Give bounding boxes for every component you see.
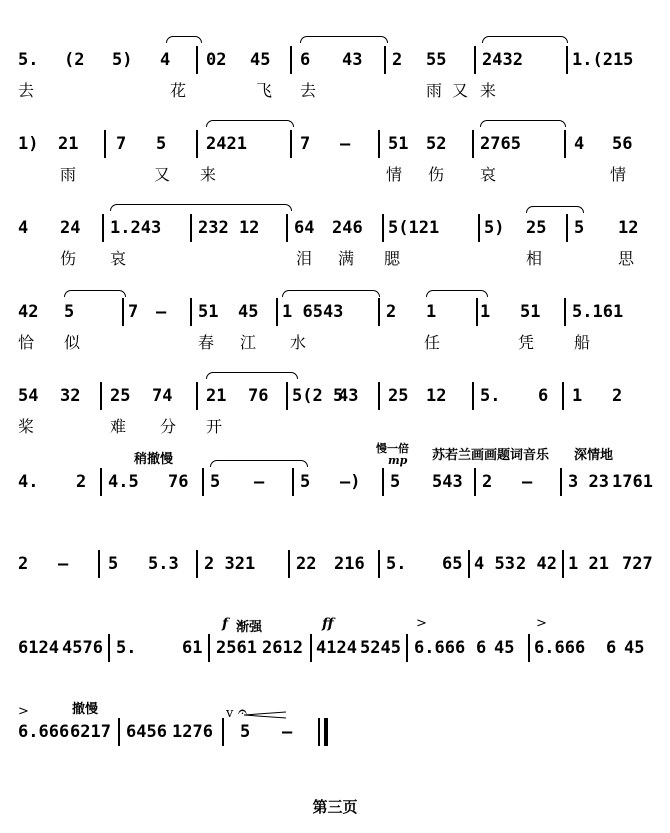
bar-line xyxy=(196,46,198,74)
lyric: 难 xyxy=(110,417,127,436)
lyric: 春 xyxy=(198,333,215,352)
lyric: 腮 xyxy=(384,249,401,268)
lyric: 似 xyxy=(64,333,81,352)
note-group: 64 xyxy=(294,218,315,238)
note-group: 5(2 5 xyxy=(292,386,344,406)
lyric: 伤 xyxy=(60,249,77,268)
note-group: 4576 xyxy=(62,638,103,658)
note-group: 32 xyxy=(60,386,81,406)
note-group: 543 xyxy=(432,472,463,492)
note-group: 1.243 xyxy=(110,218,162,238)
note-group: 25 xyxy=(388,386,409,406)
bar-line xyxy=(196,550,198,578)
note-group: 6 xyxy=(476,638,487,658)
bar-line xyxy=(118,718,120,746)
bar-line xyxy=(378,298,380,326)
note-group: –) xyxy=(340,472,361,492)
note-group: 5) xyxy=(112,50,133,70)
note-group: 4 xyxy=(160,50,171,70)
note-group: 02 xyxy=(206,50,227,70)
lyric-row xyxy=(0,414,670,438)
lyric-row xyxy=(0,246,670,270)
bar-line xyxy=(196,382,198,410)
slur xyxy=(282,290,380,297)
note-group: 5.3 xyxy=(148,554,179,574)
note-group: 6 xyxy=(300,50,311,70)
bar-line xyxy=(290,46,292,74)
bar-line xyxy=(566,214,568,242)
lyric: 哀 xyxy=(110,249,127,268)
bar-line xyxy=(474,468,476,496)
slur xyxy=(166,36,202,43)
bar-line xyxy=(378,130,380,158)
note-group: 22 xyxy=(296,554,317,574)
section-title: 苏若兰画画题词音乐 xyxy=(432,448,550,463)
bar-line xyxy=(382,468,384,496)
note-group: 4.5 xyxy=(108,472,139,492)
note-group: 2561 xyxy=(216,638,257,658)
bar-line xyxy=(102,214,104,242)
note-group: 5(121 xyxy=(388,218,440,238)
bar-line xyxy=(564,130,566,158)
lyric: 满 xyxy=(338,249,355,268)
slur xyxy=(482,36,568,43)
crescendo-marking: 渐强 xyxy=(236,620,263,635)
bar-line xyxy=(310,634,312,662)
note-group: 2421 xyxy=(206,134,247,154)
lyric: 桨 xyxy=(18,417,35,436)
note-group: 727 xyxy=(622,554,653,574)
bar-line xyxy=(202,468,204,496)
note-group: 2 xyxy=(18,554,29,574)
bar-line xyxy=(478,214,480,242)
bar-line xyxy=(108,634,110,662)
bar-line xyxy=(382,214,384,242)
slur xyxy=(526,206,584,213)
note-group: 6.666 xyxy=(18,722,70,742)
note-group: 51 xyxy=(520,302,541,322)
note-group: 4 xyxy=(18,218,29,238)
note-group: 5. xyxy=(480,386,501,406)
diminuendo-icon xyxy=(244,711,286,719)
note-group: 51 xyxy=(198,302,219,322)
note-group: 5 xyxy=(108,554,119,574)
note-group: 74 xyxy=(152,386,173,406)
expression-marking: 深情地 xyxy=(574,448,614,463)
final-bar-thick xyxy=(324,718,328,746)
bar-line xyxy=(528,634,530,662)
bar-line xyxy=(562,382,564,410)
lyric-row xyxy=(0,330,670,354)
bar-line xyxy=(474,46,476,74)
lyric: 任 xyxy=(424,333,441,352)
bar-line xyxy=(562,550,564,578)
dynamic-marking: mp xyxy=(388,454,408,467)
bar-line xyxy=(472,130,474,158)
accent-mark: > xyxy=(536,616,547,631)
lyric: 江 xyxy=(240,333,257,352)
note-group: 5 xyxy=(240,722,251,742)
note-group: – xyxy=(156,302,167,322)
bar-line xyxy=(378,382,380,410)
bar-line xyxy=(406,634,408,662)
lyric: 雨 xyxy=(60,165,77,184)
lyric: 伤 xyxy=(428,165,445,184)
lyric: 凭 xyxy=(518,333,535,352)
note-group: 5) xyxy=(484,218,505,238)
note-group: 21 xyxy=(58,134,79,154)
note-group: 6.666 xyxy=(534,638,586,658)
lyric: 水 xyxy=(290,333,307,352)
note-group: 1 xyxy=(572,386,583,406)
slur xyxy=(480,120,566,127)
note-row xyxy=(0,552,670,580)
lyric: 去 xyxy=(18,81,35,100)
note-group: 1.(215 xyxy=(572,50,634,70)
fermata-mark: 𝄐 xyxy=(238,702,247,721)
lyric: 相 xyxy=(526,249,543,268)
note-group: – xyxy=(340,134,351,154)
note-group: 54 xyxy=(18,386,39,406)
bar-line xyxy=(196,130,198,158)
note-group: 76 xyxy=(248,386,269,406)
note-group: 2 42 xyxy=(516,554,557,574)
bar-line xyxy=(276,298,278,326)
note-row xyxy=(0,216,670,244)
slur xyxy=(300,36,388,43)
note-group: 21 xyxy=(206,386,227,406)
bar-line xyxy=(472,382,474,410)
note-row xyxy=(0,384,670,412)
note-group: (2 xyxy=(64,50,85,70)
note-group: 6.666 xyxy=(414,638,466,658)
lyric: 飞 xyxy=(256,81,273,100)
accent-mark: > xyxy=(416,616,427,631)
bar-line xyxy=(566,46,568,74)
note-group: 5. xyxy=(18,50,39,70)
bar-line xyxy=(476,298,478,326)
note-group: 7 xyxy=(300,134,311,154)
note-group: 2432 xyxy=(482,50,523,70)
diminuendo-hairpin xyxy=(244,704,286,712)
note-group: 2 xyxy=(76,472,87,492)
bar-line xyxy=(190,214,192,242)
note-row xyxy=(0,470,670,498)
note-group: 43 xyxy=(338,386,359,406)
note-group: 61 xyxy=(182,638,203,658)
slur xyxy=(426,290,488,297)
lyric: 思 xyxy=(618,249,635,268)
note-group: 12 xyxy=(426,386,447,406)
dynamic-marking: f xyxy=(222,616,229,632)
tempo-marking: 撤慢 xyxy=(72,702,99,717)
note-group: 232 12 xyxy=(198,218,260,238)
bar-line xyxy=(560,468,562,496)
note-group: 56 xyxy=(612,134,633,154)
note-group: 3 23 xyxy=(568,472,609,492)
note-row xyxy=(0,132,670,160)
page-footer: 第三页 xyxy=(312,798,358,816)
note-group: 42 xyxy=(18,302,39,322)
bar-line xyxy=(384,46,386,74)
note-group: 1 21 xyxy=(568,554,609,574)
note-group: 1 6543 xyxy=(282,302,344,322)
note-group: 43 xyxy=(342,50,363,70)
bar-line xyxy=(564,298,566,326)
note-group: – xyxy=(522,472,533,492)
note-group: 25 xyxy=(526,218,547,238)
tempo-marking: 稍撤慢 xyxy=(134,452,174,467)
bar-line xyxy=(292,468,294,496)
slur xyxy=(206,120,294,127)
note-group: 55 xyxy=(426,50,447,70)
accent-mark: > xyxy=(18,704,29,719)
lyric: 恰 xyxy=(18,333,35,352)
note-group: 2 xyxy=(386,302,397,322)
bar-line xyxy=(100,468,102,496)
lyric: 分 xyxy=(160,417,177,436)
lyric: 又 xyxy=(154,165,171,184)
note-group: 12 xyxy=(618,218,639,238)
note-group: 65 xyxy=(442,554,463,574)
note-group: 2 321 xyxy=(204,554,256,574)
bar-line xyxy=(288,550,290,578)
note-group: 5 xyxy=(210,472,221,492)
note-group: 5.161 xyxy=(572,302,624,322)
lyric: 船 xyxy=(574,333,591,352)
note-group: 6456 xyxy=(126,722,167,742)
note-group: 2612 xyxy=(262,638,303,658)
note-group: 52 xyxy=(426,134,447,154)
note-group: 1 xyxy=(426,302,437,322)
lyric: 泪 xyxy=(296,249,313,268)
lyric: 来 xyxy=(200,165,217,184)
slur xyxy=(206,372,298,379)
lyric: 情 xyxy=(610,165,627,184)
slur xyxy=(110,204,292,211)
note-group: 24 xyxy=(60,218,81,238)
note-group: 5 xyxy=(64,302,75,322)
note-group: 2 xyxy=(482,472,493,492)
note-group: 216 xyxy=(334,554,365,574)
note-group: – xyxy=(282,722,293,742)
final-bar-thin xyxy=(318,718,320,746)
note-row xyxy=(0,300,670,328)
note-group: 5 xyxy=(390,472,401,492)
note-group: 7 xyxy=(128,302,139,322)
note-group: 45 xyxy=(624,638,645,658)
slur xyxy=(210,460,308,467)
note-group: 76 xyxy=(168,472,189,492)
bar-line xyxy=(290,130,292,158)
note-group: 5. xyxy=(116,638,137,658)
lyric: 花 xyxy=(170,81,187,100)
note-group: 45 xyxy=(238,302,259,322)
slur xyxy=(64,290,126,297)
note-row xyxy=(0,48,670,76)
bar-line xyxy=(208,634,210,662)
bar-line xyxy=(104,130,106,158)
note-group: 2765 xyxy=(480,134,521,154)
note-group: 4. xyxy=(18,472,39,492)
bar-line xyxy=(222,718,224,746)
note-group: 1) xyxy=(18,134,39,154)
note-group: 25 xyxy=(110,386,131,406)
note-row xyxy=(0,720,670,748)
tempo-marking: 慢一倍 xyxy=(376,442,409,455)
lyric-row xyxy=(0,78,670,102)
bar-line xyxy=(190,298,192,326)
note-group: 6124 xyxy=(18,638,59,658)
note-group: 4124 xyxy=(316,638,357,658)
lyric: 情 xyxy=(386,165,403,184)
note-group: 1761 xyxy=(612,472,653,492)
bar-line xyxy=(100,382,102,410)
note-row xyxy=(0,636,670,664)
note-group: – xyxy=(254,472,265,492)
note-group: 4 xyxy=(574,134,585,154)
note-group: 2 xyxy=(392,50,403,70)
bar-line xyxy=(98,550,100,578)
note-group: 4 53 xyxy=(474,554,515,574)
lyric: 又 xyxy=(452,81,469,100)
lyric-row xyxy=(0,162,670,186)
note-group: 5 xyxy=(574,218,585,238)
dynamic-marking: ff xyxy=(322,616,334,632)
bar-line xyxy=(286,214,288,242)
note-group: 51 xyxy=(388,134,409,154)
lyric: 去 xyxy=(300,81,317,100)
note-group: 1 xyxy=(480,302,491,322)
note-group: 5. xyxy=(386,554,407,574)
breath-mark: v xyxy=(226,706,234,721)
note-group: 45 xyxy=(250,50,271,70)
bar-line xyxy=(122,298,124,326)
note-group: 6 xyxy=(538,386,549,406)
note-group: 5 xyxy=(156,134,167,154)
note-group: 45 xyxy=(494,638,515,658)
note-group: 6 xyxy=(606,638,617,658)
lyric: 开 xyxy=(206,417,223,436)
note-group: 246 xyxy=(332,218,363,238)
note-group: 5245 xyxy=(360,638,401,658)
lyric: 雨 xyxy=(426,81,443,100)
bar-line xyxy=(468,550,470,578)
note-group: 5 xyxy=(300,472,311,492)
note-group: – xyxy=(58,554,69,574)
note-group: 1276 xyxy=(172,722,213,742)
bar-line xyxy=(378,550,380,578)
lyric: 来 xyxy=(480,81,497,100)
bar-line xyxy=(286,382,288,410)
note-group: 2 xyxy=(612,386,623,406)
note-group: 6217 xyxy=(70,722,111,742)
note-group: 7 xyxy=(116,134,127,154)
lyric: 哀 xyxy=(480,165,497,184)
